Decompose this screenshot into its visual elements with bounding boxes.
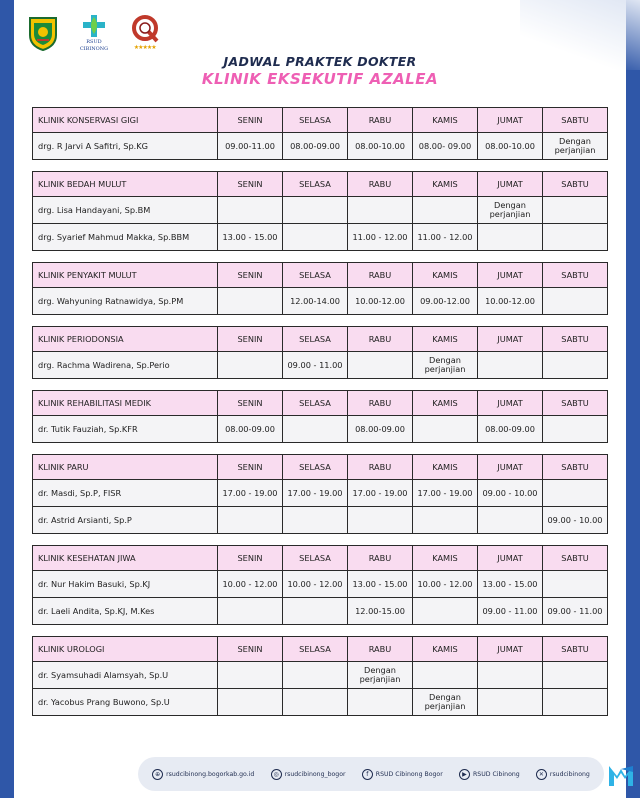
schedule-cell: Dengan perjanjian [348,662,413,689]
schedule-cell [413,598,478,625]
table-row [33,197,608,224]
day-header-kamis: KAMIS [413,327,478,352]
footer-link[interactable] [271,769,346,780]
day-header-rabu: RABU [348,108,413,133]
schedule-cell: 09.00-11.00 [218,133,283,160]
accreditation-q-icon [130,15,160,43]
schedule-cell: 17.00 - 19.00 [413,480,478,507]
schedule-cell: 10.00-12.00 [478,288,543,315]
day-header-jumat: JUMAT [478,108,543,133]
schedule-cell [478,224,543,251]
doctor-name: dr. Tutik Fauziah, Sp.KFR [33,416,218,443]
day-header-jumat: JUMAT [478,391,543,416]
day-header-senin: SENIN [218,263,283,288]
schedule-cell: 09.00-12.00 [413,288,478,315]
day-header-senin: SENIN [218,327,283,352]
schedule-cell: 13.00 - 15.00 [348,571,413,598]
day-header-jumat: JUMAT [478,327,543,352]
day-header-rabu: RABU [348,546,413,571]
schedule-cell: 09.00 - 11.00 [478,598,543,625]
table-row [33,571,608,598]
doctor-name: dr. Astrid Arsianti, Sp.P [33,507,218,534]
footer-link-text: rsudcibinong_bogor [284,770,346,778]
schedule-cell [348,689,413,716]
bogor-shield-icon [28,15,58,51]
schedule-cell: Dengan perjanjian [478,197,543,224]
day-header-senin: SENIN [218,546,283,571]
schedule-cell [478,662,543,689]
clinic-header-row [33,263,608,288]
youtube-icon: ▶ [459,769,470,780]
schedule-cell [413,507,478,534]
day-header-selasa: SELASA [283,108,348,133]
schedule-cell [218,507,283,534]
schedule-cell [283,662,348,689]
day-header-rabu: RABU [348,327,413,352]
day-header-kamis: KAMIS [413,391,478,416]
schedule-cell [478,507,543,534]
day-header-selasa: SELASA [283,327,348,352]
schedule-cell: 11.00 - 12.00 [348,224,413,251]
schedule-cell: 08.00-09.00 [478,416,543,443]
clinic-name: KLINIK PERIODONSIA [33,327,218,352]
schedule-cell: 08.00-09.00 [218,416,283,443]
rsud-caption-1: RSUD [86,39,102,45]
table-row [33,416,608,443]
schedule-cell [348,197,413,224]
doctor-name: drg. Wahyuning Ratnawidya, Sp.PM [33,288,218,315]
schedule-cell: 17.00 - 19.00 [218,480,283,507]
schedule-cell [218,288,283,315]
doctor-name: dr. Laeli Andita, Sp.KJ, M.Kes [33,598,218,625]
schedule-cell [543,197,608,224]
day-header-kamis: KAMIS [413,108,478,133]
schedule-cell: 10.00 - 12.00 [413,571,478,598]
schedule-cell: 12.00-14.00 [283,288,348,315]
schedule-cell [413,662,478,689]
day-header-kamis: KAMIS [413,263,478,288]
schedule-cell: 08.00-10.00 [478,133,543,160]
schedule-cell [283,197,348,224]
clinic-header-row [33,327,608,352]
doctor-name: drg. R Jarvi A Safitri, Sp.KG [33,133,218,160]
day-header-jumat: JUMAT [478,455,543,480]
table-row [33,224,608,251]
day-header-rabu: RABU [348,455,413,480]
schedule-cell: 10.00-12.00 [348,288,413,315]
schedule-cell: 08.00-10.00 [348,133,413,160]
footer-link[interactable] [362,769,443,780]
day-header-rabu: RABU [348,637,413,662]
schedule-cell [543,662,608,689]
schedule-cell: 10.00 - 12.00 [218,571,283,598]
day-header-jumat: JUMAT [478,637,543,662]
schedule-cell [543,416,608,443]
schedule-cell [218,662,283,689]
footer-link[interactable] [459,769,520,780]
day-header-sabtu: SABTU [543,455,608,480]
clinic-table [32,390,608,443]
day-header-kamis: KAMIS [413,455,478,480]
m-brand-logo-icon [606,760,636,790]
schedule-cell [543,571,608,598]
day-header-selasa: SELASA [283,172,348,197]
schedule-cell: 09.00 - 10.00 [543,507,608,534]
schedule-cell: 17.00 - 19.00 [283,480,348,507]
day-header-selasa: SELASA [283,455,348,480]
clinic-table [32,171,608,251]
schedule-cell [543,480,608,507]
day-header-sabtu: SABTU [543,546,608,571]
clinic-name: KLINIK REHABILITASI MEDIK [33,391,218,416]
clinic-header-row [33,637,608,662]
day-header-kamis: KAMIS [413,546,478,571]
day-header-kamis: KAMIS [413,172,478,197]
footer-link-text: RSUD Cibinong [472,770,520,778]
schedule-cell: 08.00-09.00 [283,133,348,160]
schedule-cell [283,689,348,716]
schedule-cell [543,288,608,315]
rsud-caption-2: CIBINONG [79,46,109,52]
schedule-cell [348,507,413,534]
schedule-cell: Dengan perjanjian [413,689,478,716]
schedule-cell: Dengan perjanjian [413,352,478,379]
schedule-cell: Dengan perjanjian [543,133,608,160]
page-title: JADWAL PRAKTEK DOKTER [223,54,417,69]
clinic-table [32,326,608,379]
instagram-icon: ◎ [271,769,282,780]
clinic-name: KLINIK KONSERVASI GIGI [33,108,218,133]
schedule-cell [413,197,478,224]
doctor-name: drg. Syarief Mahmud Makka, Sp.BBM [33,224,218,251]
table-row [33,662,608,689]
clinic-header-row [33,546,608,571]
day-header-sabtu: SABTU [543,391,608,416]
schedule-cell: 10.00 - 12.00 [283,571,348,598]
clinic-header-row [33,455,608,480]
clinic-header-row [33,172,608,197]
clinic-name: KLINIK PENYAKIT MULUT [33,263,218,288]
clinic-name: KLINIK UROLOGI [33,637,218,662]
contact-footer [138,757,604,791]
poster-heading [0,54,640,89]
schedule-cell [218,689,283,716]
day-header-sabtu: SABTU [543,637,608,662]
schedule-cell [283,507,348,534]
rsud-cibinong-logo [76,13,112,53]
schedule-cell [218,598,283,625]
schedule-cell: 17.00 - 19.00 [348,480,413,507]
doctor-name: dr. Yacobus Prang Buwono, Sp.U [33,689,218,716]
day-header-sabtu: SABTU [543,108,608,133]
schedule-cell [478,689,543,716]
day-header-senin: SENIN [218,391,283,416]
facebook-icon: f [362,769,373,780]
doctor-name: dr. Masdi, Sp.P, FISR [33,480,218,507]
day-header-rabu: RABU [348,172,413,197]
day-header-senin: SENIN [218,455,283,480]
day-header-jumat: JUMAT [478,263,543,288]
table-row [33,133,608,160]
schedule-cell: 09.00 - 11.00 [543,598,608,625]
doctor-name: dr. Syamsuhadi Alamsyah, Sp.U [33,662,218,689]
footer-link-text: rsudcibinong [549,770,590,778]
schedule-cell: 09.00 - 10.00 [478,480,543,507]
quality-accreditation-logo [127,13,163,53]
table-row [33,480,608,507]
schedule-cell [348,352,413,379]
day-header-selasa: SELASA [283,546,348,571]
day-header-sabtu: SABTU [543,172,608,197]
schedule-cell [283,416,348,443]
clinic-table [32,545,608,625]
clinic-name: KLINIK KESEHATAN JIWA [33,546,218,571]
page-subtitle: KLINIK EKSEKUTIF AZALEA [201,70,439,88]
x-tiktok-icon: ✕ [536,769,547,780]
schedule-cell [543,689,608,716]
clinic-header-row [33,108,608,133]
footer-link-text: rsudcibinong.bogorkab.go.id [166,770,255,778]
schedule-cell: 13.00 - 15.00 [218,224,283,251]
clinic-header-row [33,391,608,416]
table-row [33,507,608,534]
table-row [33,689,608,716]
medical-cross-icon [81,14,107,38]
day-header-sabtu: SABTU [543,263,608,288]
schedule-cell [283,598,348,625]
schedule-cell [218,352,283,379]
schedule-cell [543,352,608,379]
schedule-cell [413,416,478,443]
star-rating: ★★★★★ [133,44,156,51]
footer-link[interactable] [536,769,590,780]
clinic-name: KLINIK BEDAH MULUT [33,172,218,197]
table-row [33,352,608,379]
day-header-senin: SENIN [218,637,283,662]
table-row [33,288,608,315]
clinic-table [32,262,608,315]
day-header-selasa: SELASA [283,637,348,662]
doctor-name: drg. Lisa Handayani, Sp.BM [33,197,218,224]
schedule-cell: 13.00 - 15.00 [478,571,543,598]
clinic-table [32,636,608,716]
day-header-jumat: JUMAT [478,172,543,197]
bogor-regency-logo [25,13,61,53]
clinic-name: KLINIK PARU [33,455,218,480]
day-header-senin: SENIN [218,108,283,133]
day-header-sabtu: SABTU [543,327,608,352]
schedule-cell [283,224,348,251]
day-header-senin: SENIN [218,172,283,197]
footer-link-text: RSUD Cibinong Bogor [375,770,443,778]
day-header-rabu: RABU [348,391,413,416]
schedule-cell: 08.00-09.00 [348,416,413,443]
schedule-cell [218,197,283,224]
schedule-cell: 08.00- 09.00 [413,133,478,160]
day-header-selasa: SELASA [283,263,348,288]
footer-link[interactable] [152,769,254,780]
schedule-tables [32,107,608,727]
day-header-kamis: KAMIS [413,637,478,662]
schedule-cell: 12.00-15.00 [348,598,413,625]
schedule-cell [543,224,608,251]
day-header-rabu: RABU [348,263,413,288]
schedule-cell: 09.00 - 11.00 [283,352,348,379]
clinic-table [32,454,608,534]
doctor-name: dr. Nur Hakim Basuki, Sp.KJ [33,571,218,598]
day-header-selasa: SELASA [283,391,348,416]
globe-icon: ⊕ [152,769,163,780]
schedule-cell [478,352,543,379]
table-row [33,598,608,625]
clinic-table [32,107,608,160]
doctor-name: drg. Rachma Wadirena, Sp.Perio [33,352,218,379]
schedule-cell: 11.00 - 12.00 [413,224,478,251]
day-header-jumat: JUMAT [478,546,543,571]
